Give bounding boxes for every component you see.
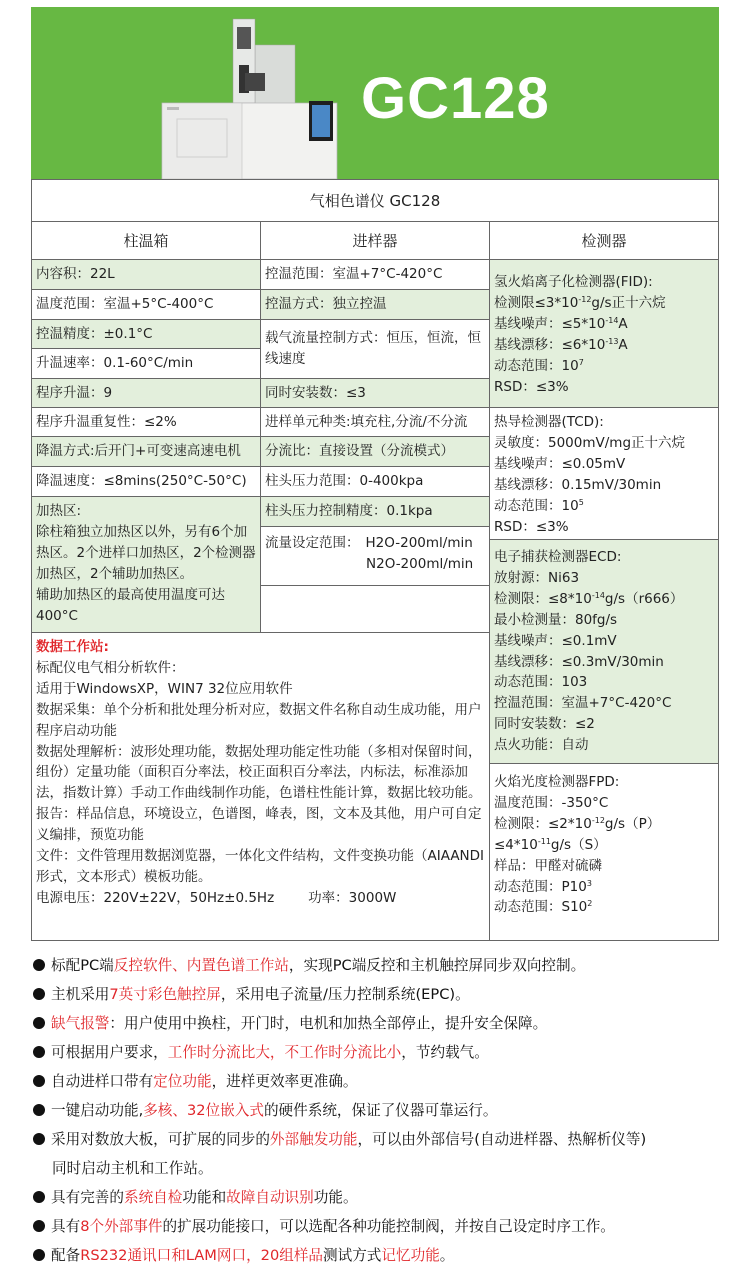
feature-text: 自动进样口带有: [51, 1073, 154, 1090]
feature-text: 具有: [51, 1218, 81, 1235]
feature-text: 可根据用户要求，: [51, 1044, 168, 1061]
bullet-icon: [33, 1046, 45, 1058]
injector-spec: 载气流量控制方式：恒压，恒流，恒线速度: [261, 320, 490, 379]
header-injector: 进样器: [261, 221, 490, 260]
header-detector: 检测器: [490, 221, 718, 260]
feature-item: [33, 1067, 358, 1096]
spec-table: [31, 179, 719, 941]
injector-spec: 柱头压力控制精度：0.1kpa: [261, 497, 490, 527]
oven-spec: 程序升温重复性：≤2%: [32, 408, 261, 437]
fid-spec: 氢火焰离子化检测器(FID): 检测限$\le 3*10^{-12}g/s$正十六烷 基线噪声：$\le 5*10^{-14}A$ 基线漂移：$\le 6*10^{-13}A$ 动态范围：$10^7$ RSD：≤3%: [490, 260, 718, 408]
bullet-icon: [33, 959, 45, 971]
feature-item: [33, 951, 585, 980]
feature-text: 配备: [51, 1247, 81, 1264]
feature-text: 具有完善的: [51, 1189, 124, 1206]
feature-text: 测试方式: [323, 1247, 382, 1264]
feature-item: [33, 1183, 358, 1212]
injector-spec: 进样单元种类:填充柱,分流/不分流: [261, 408, 490, 437]
feature-text: ，进样更效率更准确。: [211, 1073, 358, 1090]
feature-item: [33, 1096, 497, 1125]
feature-highlight: 定位功能: [153, 1073, 212, 1090]
oven-spec: 程序升温：9: [32, 379, 261, 408]
feature-item: [33, 1212, 615, 1241]
bullet-icon: [33, 988, 45, 1000]
feature-item: [33, 1009, 547, 1038]
feature-highlight: 工作时分流比大，不工作时分流比小: [167, 1044, 402, 1061]
feature-highlight: 系统自检: [123, 1189, 183, 1206]
feature-text: ，实现PC端反控和主机触控屏同步双向控制。: [288, 957, 586, 974]
oven-spec: 温度范围：室温+5°C-400°C: [32, 290, 261, 320]
injector-spec: 柱头压力范围：0-400kpa: [261, 467, 490, 497]
empty-cell: [261, 586, 490, 633]
feature-highlight: 7英寸彩色触控屏: [109, 986, 221, 1003]
injector-spec: 同时安装数：≤3: [261, 379, 490, 408]
feature-item: [33, 1241, 454, 1270]
feature-item: [33, 1125, 646, 1154]
tcd-spec: 热导检测器(TCD): 灵敏度：5000mV/mg正十六烷 基线噪声：≤0.05mV 基线漂移：0.15mV/30min 动态范围：$10^5$ RSD：≤3%: [490, 408, 718, 540]
feature-text: 同时启动主机和工作站。: [52, 1160, 213, 1177]
bullet-icon: [33, 1220, 45, 1232]
flow-range-spec: 流量设定范围： H2O-200ml/min N2O-200ml/min: [261, 527, 490, 586]
oven-spec: 降温速度：≤8mins(250°C-50°C): [32, 467, 261, 497]
injector-spec: 分流比：直接设置（分流模式）: [261, 437, 490, 467]
oven-spec: 内容积：22L: [32, 260, 261, 290]
oven-spec: 降温方式:后开门+可变速高速电机: [32, 437, 261, 467]
feature-highlight: 记忆功能: [381, 1247, 440, 1264]
oven-spec: 升温速率：0.1-60°C/min: [32, 349, 261, 379]
feature-text: ，节约载气。: [401, 1044, 489, 1061]
feature-text: 主机采用: [51, 986, 110, 1003]
ecd-spec: 电子捕获检测器ECD: 放射源：Ni63 检测限：$\le 8*10^{-14}g/s(r666)$ 最小检测量：80fg/s 基线噪声：≤0.1mV 基线漂移：≤0.3mV/30min 动态范围：103 控温范围：室温+7°C-420°C 同时安装数：≤2 点火功能：自动: [490, 540, 718, 764]
feature-highlight: 故障自动识别: [226, 1189, 314, 1206]
feature-highlight: 缺气报警: [51, 1015, 110, 1032]
feature-text: ，采用电子流量/压力控制系统(EPC)。: [220, 986, 470, 1003]
oven-spec: 控温精度：±0.1°C: [32, 320, 261, 349]
feature-item: [33, 980, 470, 1009]
feature-text: 一键启动功能,: [51, 1102, 144, 1119]
feature-text: 功能和: [182, 1189, 227, 1206]
feature-item: [52, 1154, 213, 1183]
feature-highlight: 外部触发功能: [269, 1131, 358, 1148]
bullet-icon: [33, 1075, 45, 1087]
feature-highlight: RS232通讯口和LAM网口，20组样品: [80, 1247, 324, 1264]
feature-item: [33, 1038, 489, 1067]
fpd-spec: 火焰光度检测器FPD: 温度范围：-350°C 检测限：$\le 2*10^{-12}g/s(P)$ $\le 4*10^{-11}g/s(S)$ 样品：甲醛对硫磷 动态范围：$P10^3$ 动态范围：$S10^2$: [494, 774, 661, 916]
feature-highlight: 8个外部事件: [80, 1218, 163, 1235]
feature-text: ，可以由外部信号(自动进样器、热解析仪等): [357, 1131, 647, 1148]
bullet-icon: [33, 1191, 45, 1203]
injector-spec: 控温方式：独立控温: [261, 290, 490, 320]
gc-instrument-image: [159, 17, 339, 182]
feature-text: ：用户使用中换柱，开门时，电机和加热全部停止，提升安全保障。: [109, 1015, 548, 1032]
injector-spec: 控温范围：室温+7°C-420°C: [261, 260, 490, 290]
header-oven: 柱温箱: [32, 221, 261, 260]
product-banner: [31, 7, 719, 179]
feature-text: 标配PC端: [51, 957, 114, 974]
bullet-icon: [33, 1133, 45, 1145]
feature-text: 采用对数放大板，可扩展的同步的: [51, 1131, 270, 1148]
feature-text: 的硬件系统，保证了仪器可靠运行。: [263, 1102, 498, 1119]
heating-zone-spec: 加热区: 除柱箱独立加热区以外，另有6个加热区。2个进样口加热区，2个检测器加热区，2个辅助加热区。 辅助加热区的最高使用温度可达400°C: [32, 497, 261, 633]
table-title: 气相色谱仪 GC128: [32, 180, 718, 222]
model-title: GC128: [361, 66, 550, 131]
bullet-icon: [33, 1104, 45, 1116]
feature-text: 功能。: [313, 1189, 358, 1206]
feature-highlight: 反控软件、内置色谱工作站: [113, 957, 289, 974]
feature-text: 的扩展功能接口，可以选配各种功能控制阀，并按自己设定时序工作。: [162, 1218, 615, 1235]
feature-text: 。: [439, 1247, 455, 1264]
feature-highlight: 多核、32位嵌入式: [143, 1102, 264, 1119]
bullet-icon: [33, 1017, 45, 1029]
bullet-icon: [33, 1249, 45, 1261]
workstation-spec: 数据工作站: 标配仪电气相分析软件： 适用于WindowsXP，WIN7 32位应用软件 数据采集：单个分析和批处理分析对应，数据文件名称自动生成功能，用户程序启动功能 数据处理解析：波形处理功能，数据处理功能定性功能（多相对保留时间，组份）定量功能（面积百分率法，校正面积百分率法，内标法，标准添加法，指数计算）手动工作曲线制作功能，色谱柱性能计算，数据比较功能。 报告：样品信息，环境设立，色谱图，峰表，图，文本及其他，用户可自定义编排，预览功能 文件：文件管理用数据浏览器，一体化文件结构，文件变换功能（AIAANDI形式，文本形式）模板功能。 电源电压：220V±22V，50Hz±0.5Hz 功率：3000W: [32, 633, 490, 940]
